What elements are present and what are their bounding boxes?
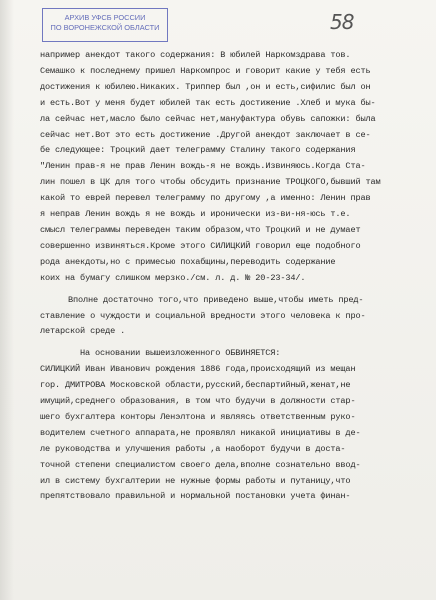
stamp-line-2: ПО ВОРОНЕЖСКОЙ ОБЛАСТИ	[50, 23, 160, 32]
document-body	[40, 48, 425, 505]
text-line: точной степени специалистом своего дела,вполне сознательно ввод-	[40, 459, 361, 470]
text-line: летарской среде .	[40, 326, 126, 337]
text-line: имущий,среднего образования, в том что будучи в должности стар-	[40, 396, 356, 407]
text-line: ил в систему бухгалтерии не нужные формы работы и путаницу,что	[40, 475, 351, 486]
text-line: рода анекдоты,но с примесью похабщины,переводить содержание	[40, 256, 336, 267]
text-line: водителем счетного аппарата,не проявлял никакой инициативы в де-	[40, 427, 361, 438]
text-line: какой то еврей перевел телеграмму по другому ,а именно: Ленин прав	[40, 193, 371, 204]
text-line: коих на бумагу слишком мерзко./см. л. д. № 20-23-34/.	[40, 272, 306, 283]
text-line: ла сейчас нет,масло было сейчас нет,мануфактура обувь сапожки: была	[40, 113, 376, 124]
text-line: ле руководства и улучшения работы ,а наоборот будучи в доста-	[40, 443, 346, 454]
text-line: и есть.Вот у меня будет юбилей так есть достижение .Хлеб и мука бы-	[40, 97, 376, 108]
text-line: препятствовало правильной и нормальной постановки учета финан-	[40, 491, 351, 502]
text-line: смысл телеграммы переведен таким образом,что Троцкий и не думает	[40, 224, 361, 235]
text-line: достижения к юбилею.Никаких. Триппер был ,он и есть,сифилис был он	[40, 81, 371, 92]
page-number: 58	[330, 10, 354, 34]
text-line: ставление о чуждости и социальной вредности этого человека к про-	[40, 310, 366, 321]
archive-stamp	[42, 8, 168, 42]
stamp-line-1: АРХИВ УФСБ РОССИИ	[64, 13, 146, 22]
text-line: гор. ДМИТРОВА Московской области,русский,беспартийный,женат,не	[40, 380, 351, 391]
text-line: я неправ Ленин вождь я не вождь и иронически из-ви-ня-юсь т.е.	[40, 209, 351, 220]
text-line: совершенно извиняться.Кроме этого СИЛИЦКИЙ говорил еще подобного	[40, 240, 361, 251]
text-line: Вполне достаточно того,что приведено выше,чтобы иметь пред-	[68, 294, 364, 305]
text-line: например анекдот такого содержания: В юбилей Наркомздрава тов.	[40, 50, 351, 60]
text-line: шего бухгалтера конторы Ленэлтона и являясь ответственным руко-	[40, 411, 356, 422]
text-line: СИЛИЦКИЙ Иван Иванович рождения 1886 года,происходящий из мещан	[40, 364, 356, 375]
text-line: сейчас нет.Вот это есть достижение .Другой анекдот заключает в се-	[40, 129, 371, 140]
text-line: Семашко к последнему пришел Наркомпрос и говорит какие у тебя есть	[40, 65, 371, 76]
text-line: "Ленин прав-я не прав Ленин вождь-я не вождь.Извиняюсь.Когда Ста-	[40, 161, 366, 172]
accusation-heading: На основании вышеизложенного ОБВИНЯЕТСЯ:	[80, 348, 281, 359]
text-line: лин пошел в ЦК для того чтобы обсудить признание ТРОЦКОГО,бывший там	[40, 177, 381, 188]
text-line: бе следующее: Троцкий дает телеграмму Сталину такого содержания	[40, 145, 356, 156]
